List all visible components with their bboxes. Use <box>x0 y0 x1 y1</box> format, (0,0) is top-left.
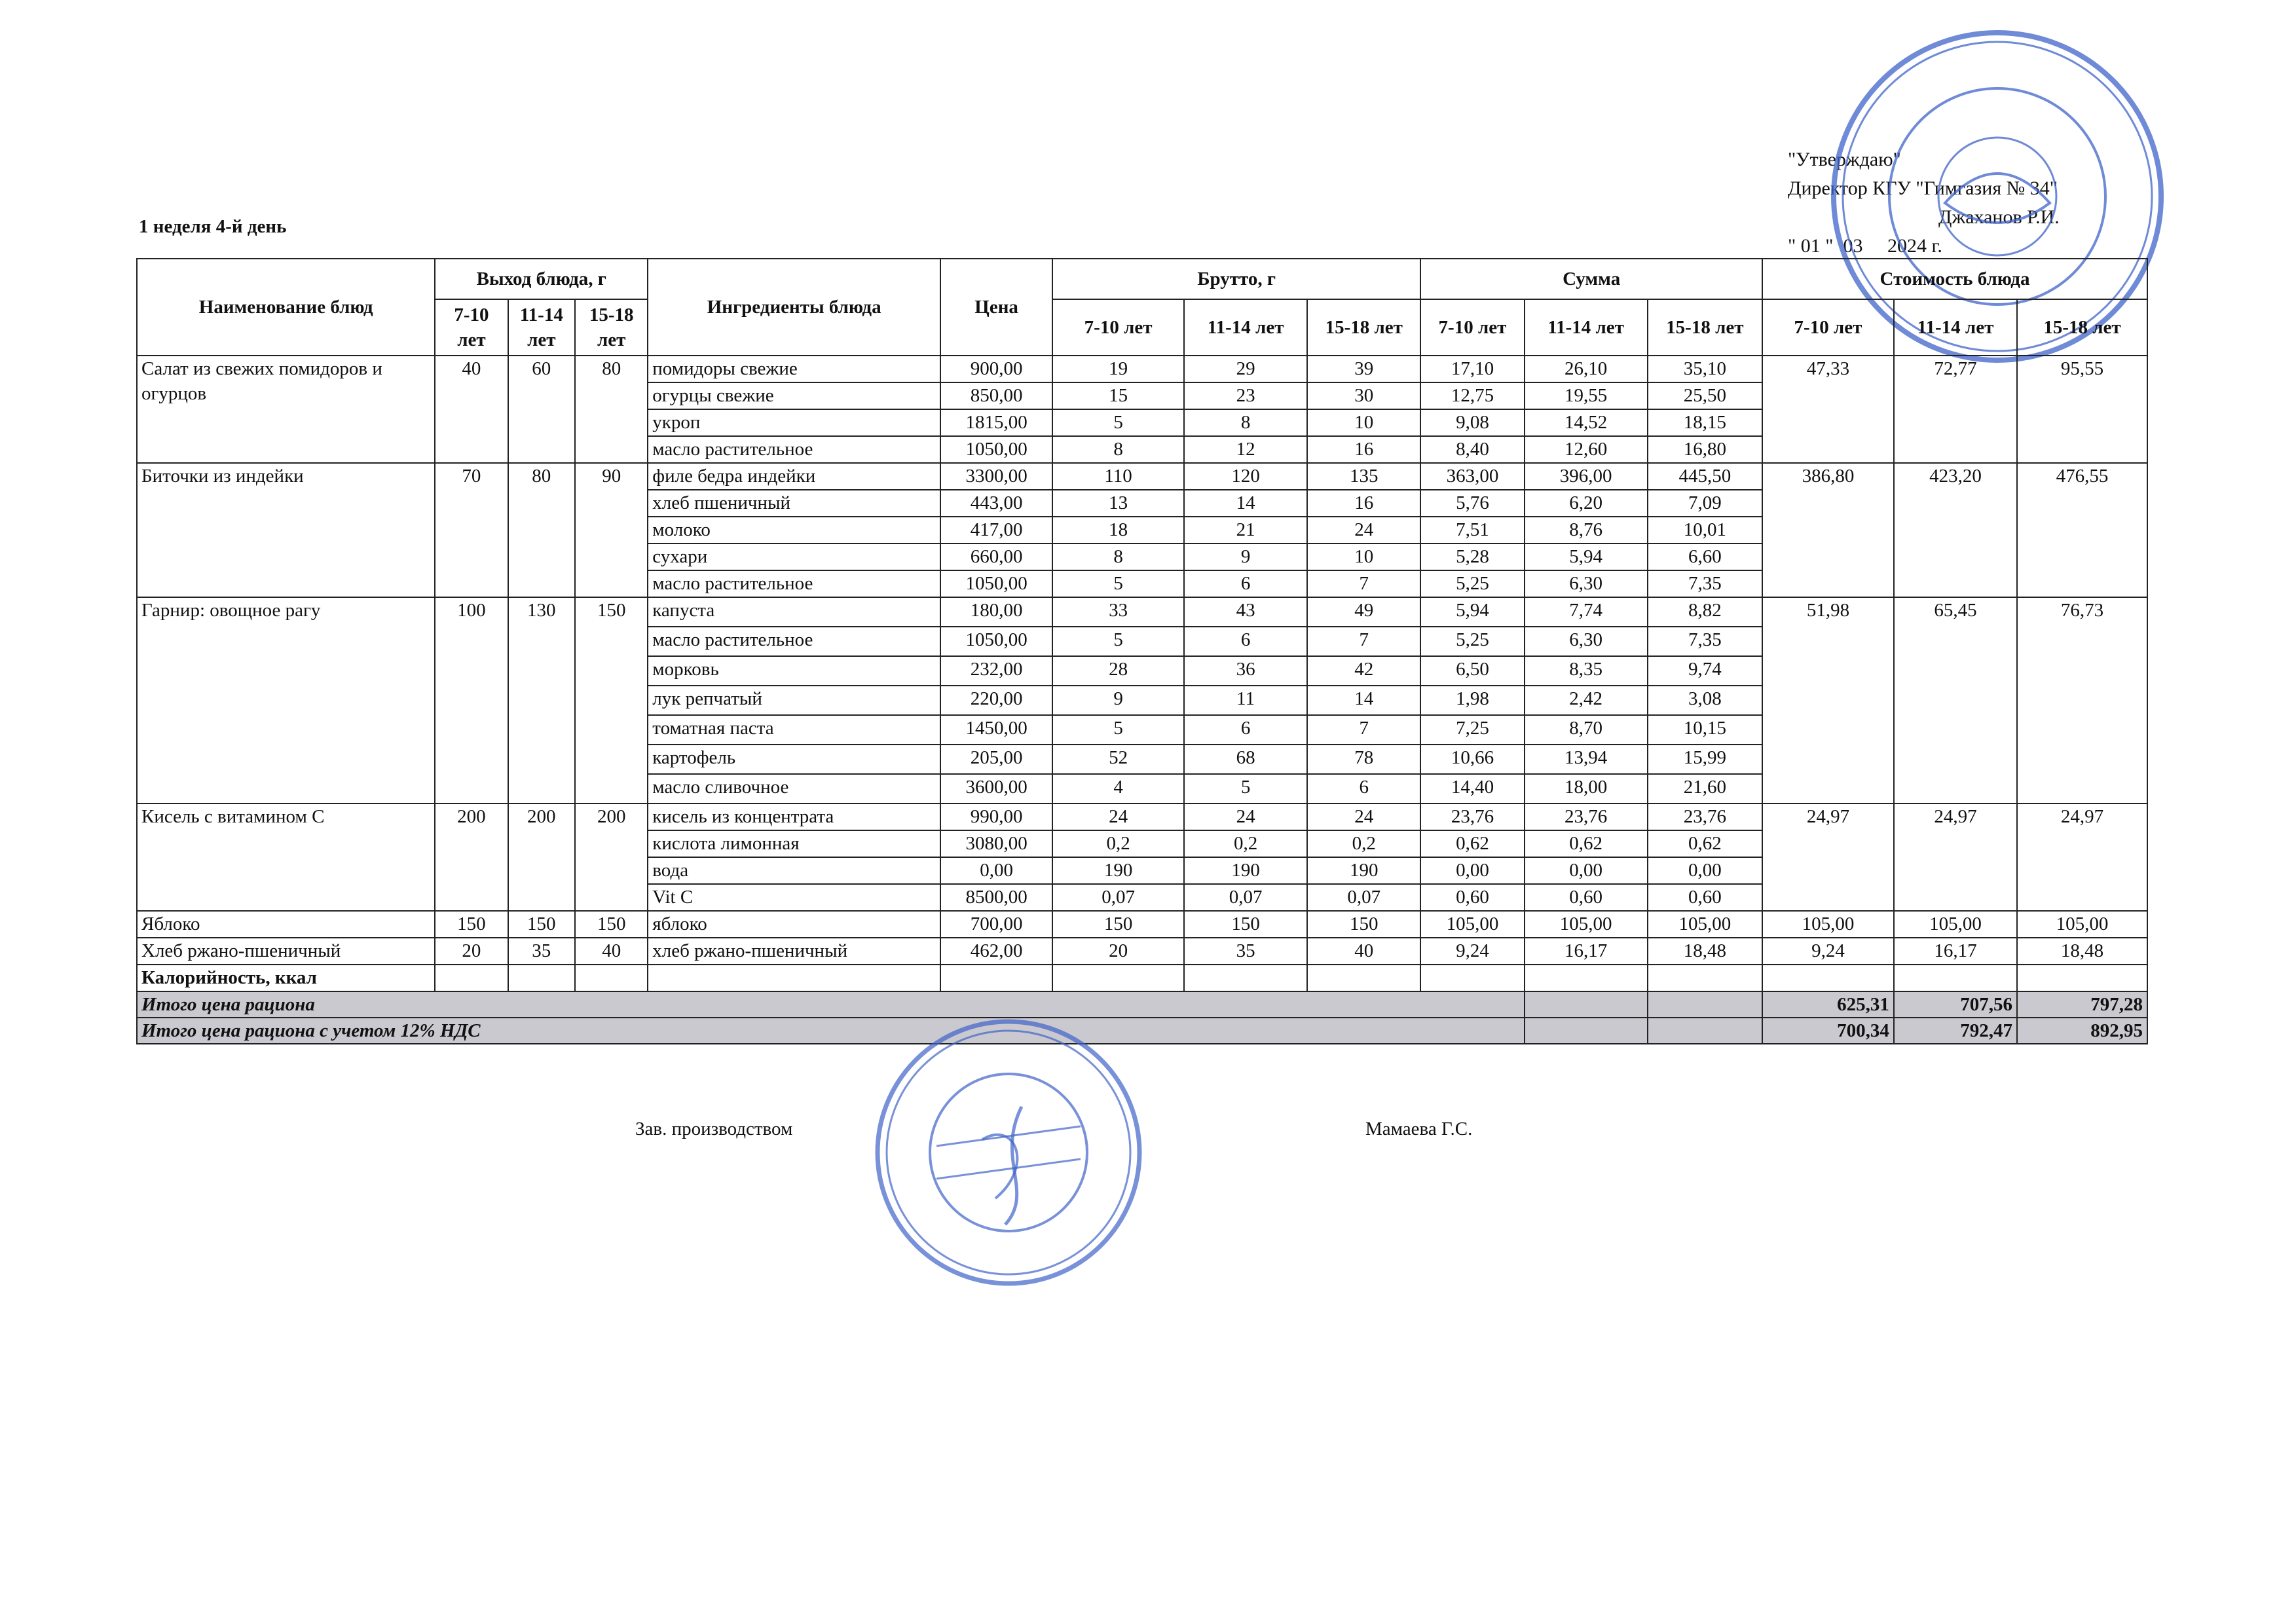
ingredient-gross: 14 <box>1307 686 1420 715</box>
ingredient-gross: 190 <box>1052 857 1184 884</box>
ingredient-gross: 11 <box>1184 686 1307 715</box>
ingredient-price: 990,00 <box>940 803 1052 830</box>
ingredient-gross: 42 <box>1307 656 1420 686</box>
header-ingredients: Ингредиенты блюда <box>648 259 940 356</box>
ingredient-gross: 9 <box>1052 686 1184 715</box>
total-row-label: Итого цена рациона <box>137 991 1525 1018</box>
dish-yield: 150 <box>575 911 648 938</box>
footer-signature-name: Мамаева Г.С. <box>1365 1118 1473 1139</box>
ingredient-sum: 6,60 <box>1648 544 1762 570</box>
footer-label: Зав. производством <box>635 1118 793 1139</box>
header-cost: Стоимость блюда <box>1762 259 2147 299</box>
company-seal-stamp <box>864 1008 1153 1297</box>
ingredient-gross: 39 <box>1307 356 1420 382</box>
ingredient-sum: 6,30 <box>1525 627 1648 656</box>
ingredient-name: яблоко <box>648 911 940 938</box>
ingredient-name: хлеб ржано-пшеничный <box>648 938 940 965</box>
ingredient-gross: 68 <box>1184 745 1307 774</box>
dish-cost: 423,20 <box>1894 463 2017 597</box>
ingredient-sum: 0,60 <box>1420 884 1524 911</box>
ingredient-sum: 0,62 <box>1420 830 1524 857</box>
ingredient-gross: 5 <box>1184 774 1307 803</box>
total-vat-row-value: 892,95 <box>2017 1018 2147 1044</box>
dish-yield: 70 <box>435 463 508 597</box>
dish-yield: 130 <box>508 597 576 803</box>
ingredient-gross: 7 <box>1307 715 1420 745</box>
total-vat-row-value: 792,47 <box>1894 1018 2017 1044</box>
dish-yield: 40 <box>435 356 508 463</box>
ingredient-gross: 52 <box>1052 745 1184 774</box>
dish-cost: 72,77 <box>1894 356 2017 463</box>
menu-table <box>136 258 2148 1044</box>
ingredient-gross: 110 <box>1052 463 1184 490</box>
ingredient-name: картофель <box>648 745 940 774</box>
empty-cell <box>1762 965 1894 991</box>
header-cost-age-3: 15-18 лет <box>2017 299 2147 356</box>
header-sum-age-3: 15-18 лет <box>1648 299 1762 356</box>
ingredient-sum: 25,50 <box>1648 382 1762 409</box>
header-dish: Наименование блюд <box>137 259 435 356</box>
ingredient-sum: 7,25 <box>1420 715 1524 745</box>
ingredient-gross: 5 <box>1052 409 1184 436</box>
dish-yield: 20 <box>435 938 508 965</box>
ingredient-name: вода <box>648 857 940 884</box>
ingredient-gross: 8 <box>1052 436 1184 463</box>
ingredient-price: 443,00 <box>940 490 1052 517</box>
ingredient-gross: 0,07 <box>1184 884 1307 911</box>
ingredient-sum: 396,00 <box>1525 463 1648 490</box>
empty-cell <box>1307 965 1420 991</box>
header-yield-age-3: 15-18 лет <box>575 299 648 356</box>
ingredient-gross: 150 <box>1052 911 1184 938</box>
ingredient-gross: 24 <box>1307 803 1420 830</box>
empty-cell <box>1525 1018 1648 1044</box>
dish-name: Яблоко <box>137 911 435 938</box>
ingredient-price: 900,00 <box>940 356 1052 382</box>
empty-cell <box>2017 965 2147 991</box>
dish-yield: 40 <box>575 938 648 965</box>
header-cost-age-1: 7-10 лет <box>1762 299 1894 356</box>
dish-cost: 105,00 <box>2017 911 2147 938</box>
ingredient-sum: 18,00 <box>1525 774 1648 803</box>
ingredient-gross: 0,2 <box>1184 830 1307 857</box>
ingredient-gross: 30 <box>1307 382 1420 409</box>
dish-cost: 9,24 <box>1762 938 1894 965</box>
empty-cell <box>1525 991 1648 1018</box>
ingredient-sum: 5,28 <box>1420 544 1524 570</box>
ingredient-price: 205,00 <box>940 745 1052 774</box>
ingredient-gross: 0,2 <box>1052 830 1184 857</box>
ingredient-gross: 190 <box>1307 857 1420 884</box>
ingredient-sum: 10,15 <box>1648 715 1762 745</box>
ingredient-sum: 0,62 <box>1525 830 1648 857</box>
ingredient-gross: 24 <box>1052 803 1184 830</box>
ingredient-price: 1450,00 <box>940 715 1052 745</box>
dish-cost: 76,73 <box>2017 597 2147 803</box>
ingredient-name: масло растительное <box>648 570 940 597</box>
ingredient-gross: 19 <box>1052 356 1184 382</box>
dish-cost: 16,17 <box>1894 938 2017 965</box>
dish-cost: 18,48 <box>2017 938 2147 965</box>
ingredient-sum: 363,00 <box>1420 463 1524 490</box>
approval-line-1: "Утверждаю" <box>1788 149 1901 170</box>
empty-cell <box>648 965 940 991</box>
ingredient-name: капуста <box>648 597 940 627</box>
ingredient-gross: 40 <box>1307 938 1420 965</box>
ingredient-name: Vit C <box>648 884 940 911</box>
ingredient-sum: 445,50 <box>1648 463 1762 490</box>
dish-name: Гарнир: овощное рагу <box>137 597 435 803</box>
ingredient-price: 232,00 <box>940 656 1052 686</box>
ingredient-sum: 8,35 <box>1525 656 1648 686</box>
ingredient-sum: 14,40 <box>1420 774 1524 803</box>
ingredient-gross: 0,07 <box>1052 884 1184 911</box>
empty-cell <box>1525 965 1648 991</box>
dish-cost: 65,45 <box>1894 597 2017 803</box>
header-yield: Выход блюда, г <box>435 259 648 299</box>
header-sum: Сумма <box>1420 259 1762 299</box>
ingredient-sum: 0,60 <box>1525 884 1648 911</box>
dish-cost: 105,00 <box>1894 911 2017 938</box>
ingredient-gross: 18 <box>1052 517 1184 544</box>
ingredient-name: лук репчатый <box>648 686 940 715</box>
ingredient-price: 3600,00 <box>940 774 1052 803</box>
ingredient-sum: 5,94 <box>1420 597 1524 627</box>
ingredient-sum: 6,20 <box>1525 490 1648 517</box>
table-row <box>137 597 2147 627</box>
dish-yield: 150 <box>508 911 576 938</box>
empty-cell <box>1648 991 1762 1018</box>
dish-cost: 386,80 <box>1762 463 1894 597</box>
ingredient-gross: 10 <box>1307 544 1420 570</box>
approval-line-4: " 01 " 03 2024 г. <box>1788 235 1942 257</box>
ingredient-gross: 9 <box>1184 544 1307 570</box>
dish-name: Кисель с витамином С <box>137 803 435 911</box>
ingredient-sum: 18,48 <box>1648 938 1762 965</box>
ingredient-gross: 7 <box>1307 570 1420 597</box>
ingredient-sum: 3,08 <box>1648 686 1762 715</box>
header-yield-age-1: 7-10 лет <box>435 299 508 356</box>
ingredient-gross: 15 <box>1052 382 1184 409</box>
ingredient-sum: 9,08 <box>1420 409 1524 436</box>
ingredient-sum: 19,55 <box>1525 382 1648 409</box>
ingredient-sum: 12,75 <box>1420 382 1524 409</box>
ingredient-sum: 7,51 <box>1420 517 1524 544</box>
ingredient-sum: 105,00 <box>1420 911 1524 938</box>
ingredient-sum: 1,98 <box>1420 686 1524 715</box>
ingredient-sum: 17,10 <box>1420 356 1524 382</box>
dish-yield: 200 <box>435 803 508 911</box>
table-row <box>137 938 2147 965</box>
ingredient-sum: 0,00 <box>1648 857 1762 884</box>
ingredient-sum: 18,15 <box>1648 409 1762 436</box>
ingredient-price: 1815,00 <box>940 409 1052 436</box>
page-title: 1 неделя 4-й день <box>139 216 287 237</box>
ingredient-price: 660,00 <box>940 544 1052 570</box>
ingredient-gross: 120 <box>1184 463 1307 490</box>
ingredient-gross: 7 <box>1307 627 1420 656</box>
approval-line-2: Директор КГУ "Гимгазия № 34" <box>1788 177 2058 199</box>
ingredient-sum: 8,70 <box>1525 715 1648 745</box>
header-sum-age-1: 7-10 лет <box>1420 299 1524 356</box>
total-vat-row-label: Итого цена рациона с учетом 12% НДС <box>137 1018 1525 1044</box>
ingredient-sum: 35,10 <box>1648 356 1762 382</box>
dish-yield: 80 <box>575 356 648 463</box>
ingredient-sum: 10,66 <box>1420 745 1524 774</box>
header-gross: Брутто, г <box>1052 259 1420 299</box>
ingredient-gross: 33 <box>1052 597 1184 627</box>
ingredient-name: масло растительное <box>648 627 940 656</box>
ingredient-sum: 12,60 <box>1525 436 1648 463</box>
ingredient-name: сухари <box>648 544 940 570</box>
table-row <box>137 911 2147 938</box>
ingredient-sum: 7,35 <box>1648 570 1762 597</box>
header-price: Цена <box>940 259 1052 356</box>
ingredient-gross: 0,07 <box>1307 884 1420 911</box>
ingredient-sum: 23,76 <box>1648 803 1762 830</box>
ingredient-sum: 5,25 <box>1420 570 1524 597</box>
dish-name: Биточки из индейки <box>137 463 435 597</box>
dish-yield: 80 <box>508 463 576 597</box>
ingredient-sum: 5,25 <box>1420 627 1524 656</box>
ingredient-gross: 49 <box>1307 597 1420 627</box>
ingredient-gross: 10 <box>1307 409 1420 436</box>
ingredient-name: молоко <box>648 517 940 544</box>
ingredient-gross: 6 <box>1184 715 1307 745</box>
ingredient-gross: 20 <box>1052 938 1184 965</box>
dish-name: Хлеб ржано-пшеничный <box>137 938 435 965</box>
ingredient-gross: 0,2 <box>1307 830 1420 857</box>
ingredient-price: 1050,00 <box>940 570 1052 597</box>
ingredient-gross: 21 <box>1184 517 1307 544</box>
ingredient-price: 0,00 <box>940 857 1052 884</box>
ingredient-price: 417,00 <box>940 517 1052 544</box>
ingredient-name: помидоры свежие <box>648 356 940 382</box>
ingredient-sum: 9,74 <box>1648 656 1762 686</box>
dish-cost: 47,33 <box>1762 356 1894 463</box>
dish-cost: 476,55 <box>2017 463 2147 597</box>
ingredient-sum: 7,35 <box>1648 627 1762 656</box>
dish-yield: 150 <box>575 597 648 803</box>
ingredient-gross: 150 <box>1184 911 1307 938</box>
ingredient-price: 850,00 <box>940 382 1052 409</box>
ingredient-gross: 8 <box>1052 544 1184 570</box>
ingredient-gross: 5 <box>1052 570 1184 597</box>
ingredient-sum: 9,24 <box>1420 938 1524 965</box>
total-vat-row-value: 700,34 <box>1762 1018 1894 1044</box>
ingredient-name: томатная паста <box>648 715 940 745</box>
ingredient-sum: 2,42 <box>1525 686 1648 715</box>
empty-cell <box>1420 965 1524 991</box>
ingredient-price: 700,00 <box>940 911 1052 938</box>
ingredient-price: 8500,00 <box>940 884 1052 911</box>
ingredient-gross: 8 <box>1184 409 1307 436</box>
ingredient-name: хлеб пшеничный <box>648 490 940 517</box>
ingredient-gross: 150 <box>1307 911 1420 938</box>
ingredient-sum: 23,76 <box>1420 803 1524 830</box>
ingredient-sum: 8,76 <box>1525 517 1648 544</box>
ingredient-name: филе бедра индейки <box>648 463 940 490</box>
header-gross-age-3: 15-18 лет <box>1307 299 1420 356</box>
table-row <box>137 356 2147 382</box>
dish-cost: 24,97 <box>2017 803 2147 911</box>
ingredient-gross: 6 <box>1184 627 1307 656</box>
table-row <box>137 803 2147 830</box>
empty-cell <box>1894 965 2017 991</box>
ingredient-sum: 5,76 <box>1420 490 1524 517</box>
ingredient-price: 462,00 <box>940 938 1052 965</box>
dish-yield: 150 <box>435 911 508 938</box>
ingredient-sum: 23,76 <box>1525 803 1648 830</box>
ingredient-gross: 5 <box>1052 627 1184 656</box>
ingredient-gross: 43 <box>1184 597 1307 627</box>
ingredient-name: укроп <box>648 409 940 436</box>
total-row-value: 797,28 <box>2017 991 2147 1018</box>
ingredient-sum: 0,00 <box>1420 857 1524 884</box>
ingredient-gross: 6 <box>1184 570 1307 597</box>
ingredient-price: 3080,00 <box>940 830 1052 857</box>
ingredient-price: 220,00 <box>940 686 1052 715</box>
ingredient-gross: 14 <box>1184 490 1307 517</box>
ingredient-sum: 105,00 <box>1648 911 1762 938</box>
ingredient-gross: 16 <box>1307 436 1420 463</box>
empty-cell <box>508 965 576 991</box>
ingredient-price: 1050,00 <box>940 436 1052 463</box>
empty-cell <box>1648 965 1762 991</box>
ingredient-sum: 105,00 <box>1525 911 1648 938</box>
ingredient-sum: 0,60 <box>1648 884 1762 911</box>
ingredient-gross: 29 <box>1184 356 1307 382</box>
ingredient-name: кисель из концентрата <box>648 803 940 830</box>
ingredient-gross: 35 <box>1184 938 1307 965</box>
table-row <box>137 463 2147 490</box>
ingredient-sum: 7,74 <box>1525 597 1648 627</box>
dish-yield: 35 <box>508 938 576 965</box>
ingredient-sum: 5,94 <box>1525 544 1648 570</box>
dish-yield: 100 <box>435 597 508 803</box>
header-gross-age-1: 7-10 лет <box>1052 299 1184 356</box>
ingredient-gross: 78 <box>1307 745 1420 774</box>
ingredient-sum: 15,99 <box>1648 745 1762 774</box>
ingredient-gross: 12 <box>1184 436 1307 463</box>
ingredient-sum: 13,94 <box>1525 745 1648 774</box>
ingredient-sum: 6,50 <box>1420 656 1524 686</box>
ingredient-sum: 6,30 <box>1525 570 1648 597</box>
ingredient-gross: 23 <box>1184 382 1307 409</box>
empty-cell <box>1052 965 1184 991</box>
dish-yield: 200 <box>575 803 648 911</box>
ingredient-sum: 21,60 <box>1648 774 1762 803</box>
ingredient-name: морковь <box>648 656 940 686</box>
empty-cell <box>1648 1018 1762 1044</box>
ingredient-gross: 13 <box>1052 490 1184 517</box>
header-cost-age-2: 11-14 лет <box>1894 299 2017 356</box>
empty-cell <box>435 965 508 991</box>
header-gross-age-2: 11-14 лет <box>1184 299 1307 356</box>
ingredient-gross: 5 <box>1052 715 1184 745</box>
ingredient-gross: 16 <box>1307 490 1420 517</box>
ingredient-sum: 14,52 <box>1525 409 1648 436</box>
dish-yield: 90 <box>575 463 648 597</box>
ingredient-sum: 26,10 <box>1525 356 1648 382</box>
ingredient-gross: 190 <box>1184 857 1307 884</box>
ingredient-sum: 16,17 <box>1525 938 1648 965</box>
dish-name: Салат из свежих помидоров и огурцов <box>137 356 435 463</box>
ingredient-sum: 8,40 <box>1420 436 1524 463</box>
empty-cell <box>575 965 648 991</box>
ingredient-sum: 0,00 <box>1525 857 1648 884</box>
dish-cost: 24,97 <box>1894 803 2017 911</box>
ingredient-price: 1050,00 <box>940 627 1052 656</box>
ingredient-sum: 16,80 <box>1648 436 1762 463</box>
dish-cost: 105,00 <box>1762 911 1894 938</box>
dish-cost: 95,55 <box>2017 356 2147 463</box>
ingredient-gross: 6 <box>1307 774 1420 803</box>
approval-line-3: Джаханов Р.И. <box>1938 206 2060 228</box>
calories-label: Калорийность, ккал <box>137 965 435 991</box>
total-row-value: 625,31 <box>1762 991 1894 1018</box>
ingredient-name: масло сливочное <box>648 774 940 803</box>
ingredient-gross: 36 <box>1184 656 1307 686</box>
ingredient-sum: 10,01 <box>1648 517 1762 544</box>
dish-yield: 60 <box>508 356 576 463</box>
calories-row <box>137 965 2147 991</box>
ingredient-sum: 0,62 <box>1648 830 1762 857</box>
empty-cell <box>940 965 1052 991</box>
ingredient-gross: 28 <box>1052 656 1184 686</box>
dish-cost: 24,97 <box>1762 803 1894 911</box>
ingredient-sum: 7,09 <box>1648 490 1762 517</box>
ingredient-sum: 8,82 <box>1648 597 1762 627</box>
ingredient-name: масло растительное <box>648 436 940 463</box>
ingredient-name: огурцы свежие <box>648 382 940 409</box>
ingredient-price: 180,00 <box>940 597 1052 627</box>
total-row-value: 707,56 <box>1894 991 2017 1018</box>
dish-yield: 200 <box>508 803 576 911</box>
ingredient-gross: 24 <box>1307 517 1420 544</box>
ingredient-gross: 24 <box>1184 803 1307 830</box>
ingredient-gross: 135 <box>1307 463 1420 490</box>
ingredient-price: 3300,00 <box>940 463 1052 490</box>
ingredient-name: кислота лимонная <box>648 830 940 857</box>
header-yield-age-2: 11-14 лет <box>508 299 576 356</box>
empty-cell <box>1184 965 1307 991</box>
ingredient-gross: 4 <box>1052 774 1184 803</box>
header-sum-age-2: 11-14 лет <box>1525 299 1648 356</box>
dish-cost: 51,98 <box>1762 597 1894 803</box>
